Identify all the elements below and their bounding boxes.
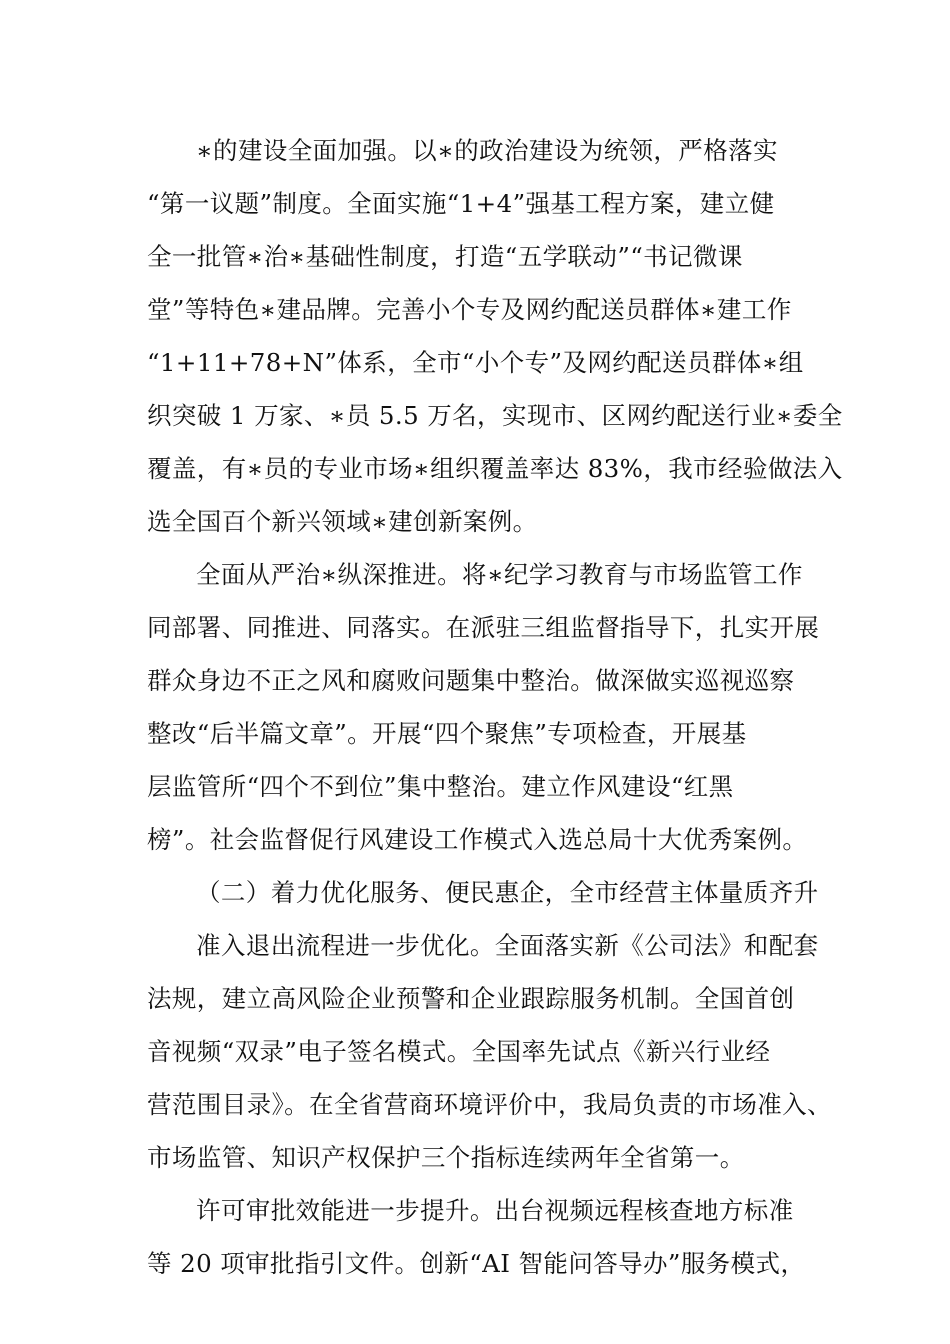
text-line: 织突破 1 万家、∗员 5.5 万名，实现市、区网约配送行业∗委全	[147, 401, 843, 430]
text-line: 等 20 项审批指引文件。创新“AI 智能问答导办”服务模式，	[147, 1249, 806, 1278]
text-line: 准入退出流程进一步优化。全面落实新《公司法》和配套	[196, 931, 819, 960]
text-line: 层监管所“四个不到位”集中整治。建立作风建设“红黑	[147, 772, 734, 801]
text-line: 选全国百个新兴领域∗建创新案例。	[147, 507, 538, 536]
text-line: 营范围目录》。在全省营商环境评价中，我局负责的市场准入、	[147, 1090, 832, 1119]
text-line: （二）着力优化服务、便民惠企，全市经营主体量质齐升	[196, 878, 819, 907]
text-line: ∗的建设全面加强。以∗的政治建设为统领，严格落实	[196, 136, 778, 165]
text-line: 法规，建立高风险企业预警和企业跟踪服务机制。全国首创	[147, 984, 795, 1013]
text-line: 同部署、同推进、同落实。在派驻三组监督指导下，扎实开展	[147, 613, 820, 642]
text-line: 全面从严治∗纵深推进。将∗纪学习教育与市场监管工作	[196, 560, 803, 589]
text-line: 全一批管∗治∗基础性制度，打造“五学联动”“书记微课	[147, 242, 743, 271]
text-line: 整改“后半篇文章”。开展“四个聚焦”专项检查，开展基	[147, 719, 747, 748]
text-line: 覆盖，有∗员的专业市场∗组织覆盖率达 83%，我市经验做法入	[147, 454, 843, 483]
text-line: 榜”。社会监督促行风建设工作模式入选总局十大优秀案例。	[147, 825, 808, 854]
text-line: 群众身边不正之风和腐败问题集中整治。做深做实巡视巡察	[147, 666, 795, 695]
text-line: 堂”等特色∗建品牌。完善小个专及网约配送员群体∗建工作	[147, 295, 792, 324]
text-line: 许可审批效能进一步提升。出台视频远程核查地方标准	[196, 1196, 794, 1225]
text-line: 音视频“双录”电子签名模式。全国率先试点《新兴行业经	[147, 1037, 771, 1066]
text-line: “第一议题”制度。全面实施“1+4”强基工程方案，建立健	[147, 189, 775, 218]
text-line: 市场监管、知识产权保护三个指标连续两年全省第一。	[147, 1143, 745, 1172]
text-line: “1+11+78+N”体系，全市“小个专”及网约配送员群体∗组	[147, 348, 804, 377]
document-body	[147, 124, 843, 1290]
